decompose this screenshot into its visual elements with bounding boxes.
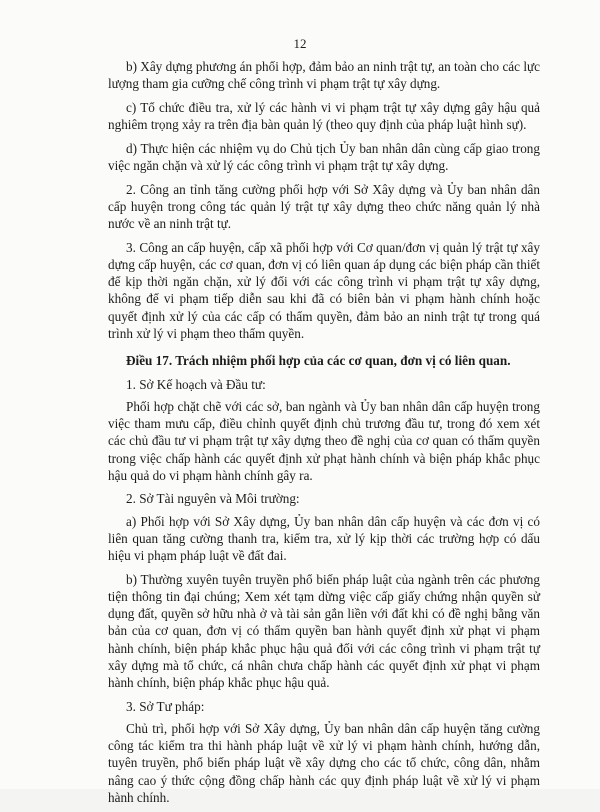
page-number: 12 (293, 36, 307, 51)
paragraph-3-district-police: 3. Công an cấp huyện, cấp xã phối hợp với Cơ quan/đơn vị quản lý trật tự xây dựng cấp huyện, các cơ quan, đơn vị có liên quan áp dụng các biện pháp cần thiết để kịp thời ngăn chặn, xử lý đối với các công trình vi phạm trật tự xây dựng, không để vi phạm tiếp diễn sau khi đã có biên bản vi phạm hành chính hoặc quyết định xử lý của các cấp có thẩm quyền, đảm bảo an ninh trật tự trong quá trình xử lý vi phạm theo thẩm quyền. (108, 239, 540, 341)
document-body (108, 58, 540, 812)
section-3-justice: 3. Sở Tư pháp: (126, 698, 205, 714)
paragraph-b-propaganda: b) Thường xuyên tuyên truyền phổ biến pháp luật của ngành trên các phương tiện thông tin đại chúng; Xem xét tạm dừng việc cấp giấy chứng nhận quyền sử dụng đất, quyền sở hữu nhà ở và tài sản gắn liền với đất khi có đề nghị bằng văn bản của cơ quan, đơn vị có thẩm quyền ban hành quyết định xử phạt vi phạm hành chính, biện pháp khắc phục hậu quả đối với các công trình vi phạm trật tự xây dựng mà tổ chức, cá nhân chưa chấp hành các quyết định xử phạt vi phạm hành chính, biện pháp khắc phục hậu quả. (108, 571, 540, 690)
section-1-planning-investment: 1. Sở Kế hoạch và Đầu tư: (126, 376, 266, 392)
paragraph-b-security-plan: b) Xây dựng phương án phối hợp, đảm bảo an ninh trật tự, an toàn cho các lực lượng tham gia cưỡng chế công trình vi phạm trật tự xây dựng. (108, 59, 540, 92)
paragraph-justice: Chủ trì, phối hợp với Sở Xây dựng, Ủy ban nhân dân cấp huyện tăng cường công tác kiểm tra thi hành pháp luật về xử lý vi phạm hành chính, hướng dẫn, tuyên truyền, phổ biến pháp luật về xây dựng cho các tổ chức, công dân, nhằm nâng cao ý thức cộng đồng chấp hành các quy định pháp luật về xử lý vi phạm hành chính. (108, 720, 540, 805)
paragraph-2-provincial-police: 2. Công an tỉnh tăng cường phối hợp với Sở Xây dựng và Ủy ban nhân dân cấp huyện trong công tác quản lý trật tự xây dựng theo chức năng quản lý nhà nước về an ninh trật tự. (108, 181, 540, 232)
paragraph-a-coordination: a) Phối hợp với Sở Xây dựng, Ủy ban nhân dân cấp huyện và các đơn vị có liên quan tăng cường thanh tra, kiểm tra, xử lý kịp thời các trường hợp có dấu hiệu vi phạm pháp luật về đất đai. (108, 513, 540, 564)
article-17-heading: Điều 17. Trách nhiệm phối hợp của các cơ quan, đơn vị có liên quan. (126, 353, 511, 369)
paragraph-planning-investment: Phối hợp chặt chẽ với các sở, ban ngành và Ủy ban nhân dân cấp huyện trong việc tham mưu cấp, điều chỉnh quyết định chủ trương đầu tư, trong đó xem xét các chủ đầu tư vi phạm trật tự xây dựng theo đề nghị của cơ quan có thẩm quyền trong việc chấp hành các quyết định xử phạt hành chính và biện pháp khắc phục hậu quả do vi phạm hành chính gây ra. (108, 398, 540, 483)
paragraph-d-tasks: d) Thực hiện các nhiệm vụ do Chủ tịch Ủy ban nhân dân cùng cấp giao trong việc ngăn chặn và xử lý các công trình vi phạm trật tự xây dựng. (108, 140, 540, 174)
section-2-natural-resources: 2. Sở Tài nguyên và Môi trường: (126, 491, 300, 507)
paragraph-c-investigation: c) Tổ chức điều tra, xử lý các hành vi vi phạm trật tự xây dựng gây hậu quả nghiêm trọng xảy ra trên địa bàn quản lý (theo quy định của pháp luật hình sự). (108, 99, 540, 133)
